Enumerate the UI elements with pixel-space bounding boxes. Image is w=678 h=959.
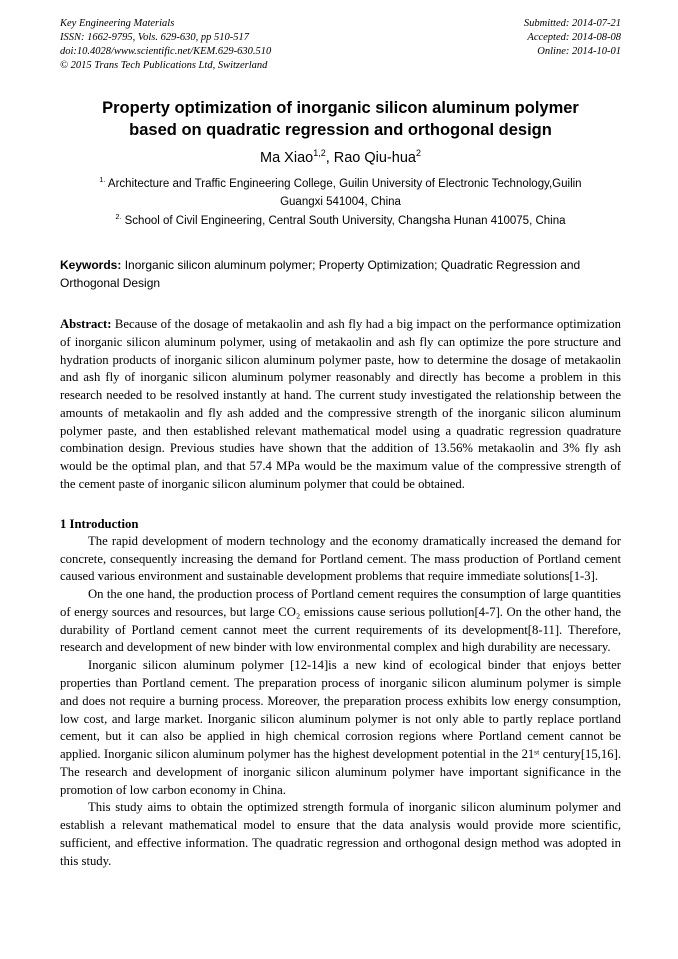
intro-paragraph-4: This study aims to obtain the optimized strength formula of inorganic silicon aluminum polymer and establish a relevant mathematical model to ensure that the data analysis would provide more scientific, sufficient, and effective information. The quadratic regression and orthogonal design method was adopted in this study. xyxy=(60,800,621,868)
online-date: Online: 2014-10-01 xyxy=(537,45,621,57)
abstract-text: Because of the dosage of metakaolin and ash fly had a big impact on the performance optimization of inorganic silicon aluminum polymer, using of metakaolin and ash fly can optimize the pore structure and hydration products of inorganic silicon aluminum polymer paste, how to determine the dosage of metakaolin and ash fly of inorganic silicon aluminum polymer reasonably and directly has become a problem in this research needed to be resolved instantly at hand. The current study investigated the relationship between the amounts of metakaolin and fly ash added and the compressive strength of the inorganic silicon aluminum polymer paste, and then established relevant mathematical model using a quadratic regression quadrature combination design. Previous studies have shown that the addition of 13.56% metakaolin and 3% fly ash would be the optimal plan, and that 57.4 MPa would be the maximum value of the compressive strength of the cement paste of inorganic silicon aluminum polymer that could be obtained. xyxy=(60,316,621,491)
journal-header xyxy=(60,17,621,72)
journal-info xyxy=(60,17,271,72)
journal-name: Key Engineering Materials xyxy=(60,18,175,29)
keywords-text: Inorganic silicon aluminum polymer; Property Optimization; Quadratic Regression and Orthogonal Design xyxy=(60,257,581,291)
accepted-date: Accepted: 2014-08-08 xyxy=(527,31,621,43)
affiliation-1-text-line2: Guangxi 541004, China xyxy=(280,196,401,209)
affiliation-1 xyxy=(60,176,621,212)
author-1: Ma Xiao xyxy=(260,150,314,167)
intro-paragraph-3: Inorganic silicon aluminum polymer [12-14]is a new kind of ecological binder that enjoys better properties than Portland cement. The preparation process of inorganic silicon aluminum polymer is simple and does not require a burning process. Moreover, the preparation process exhibits low energy consumption, low cost, and large market. Inorganic silicon aluminum polymer is not only able to partly replace portland cement, but it can also be applied in high chemical corrosion regions where Portland cement cannot be applied. Inorganic silicon aluminum polymer has the highest development potential in the 21ˢᵗ century[15,16]. The research and development of inorganic silicon aluminum polymer have important significance in the promotion of low carbon economy in China. xyxy=(60,658,621,797)
affiliation-2-marker: 2. xyxy=(115,213,122,222)
author-2: Rao Qiu-hua xyxy=(333,150,416,167)
authors-line xyxy=(60,150,621,166)
journal-doi: doi:10.4028/www.scientific.net/KEM.629-630.510 xyxy=(60,45,272,57)
abstract-label: Abstract: xyxy=(60,316,112,331)
keywords-label: Keywords: xyxy=(60,257,122,272)
keywords-section xyxy=(60,256,621,293)
affiliation-1-text: Architecture and Traffic Engineering College, Guilin University of Electronic Technology,Guilin xyxy=(105,178,582,191)
author-separator: , xyxy=(325,150,334,167)
affiliation-2-text: School of Civil Engineering, Central South University, Changsha Hunan 410075, China xyxy=(121,214,566,227)
journal-copyright: © 2015 Trans Tech Publications Ltd, Switzerland xyxy=(60,59,268,71)
author-2-affil-marker: 2 xyxy=(415,148,421,159)
paper-title-line2: based on quadratic regression and orthogonal design xyxy=(129,121,552,140)
journal-issn-vols: ISSN: 1662-9795, Vols. 629-630, pp 510-517 xyxy=(60,31,249,43)
submission-dates xyxy=(524,17,621,59)
section-heading-introduction: 1 Introduction xyxy=(60,516,139,531)
affiliation-2 xyxy=(60,213,621,231)
paper-title-line1: Property optimization of inorganic silicon aluminum polymer xyxy=(102,99,579,118)
intro-paragraph-1: The rapid development of modern technology and the economy dramatically increased the demand for concrete, consequently increasing the demand for Portland cement. The mass production of Portland cement caused various environment and sustainable development problems that require immediate solutions[1-3]. xyxy=(60,533,621,584)
intro-paragraph-2: On the one hand, the production process of Portland cement requires the consumption of large quantities of energy sources and resources, but large CO₂ emissions cause serious pollution[4-7]. On the other hand, the durability of Portland cement cannot meet the current requirements of its development[8-11]. Therefore, research and development of new binder with low environmental complex and high durability are necessary. xyxy=(60,587,621,655)
paper-title xyxy=(60,98,621,142)
affiliation-1-marker: 1. xyxy=(99,176,106,185)
author-1-affil-marker: 1,2 xyxy=(313,148,326,159)
abstract-section xyxy=(60,316,621,494)
submitted-date: Submitted: 2014-07-21 xyxy=(523,18,621,29)
